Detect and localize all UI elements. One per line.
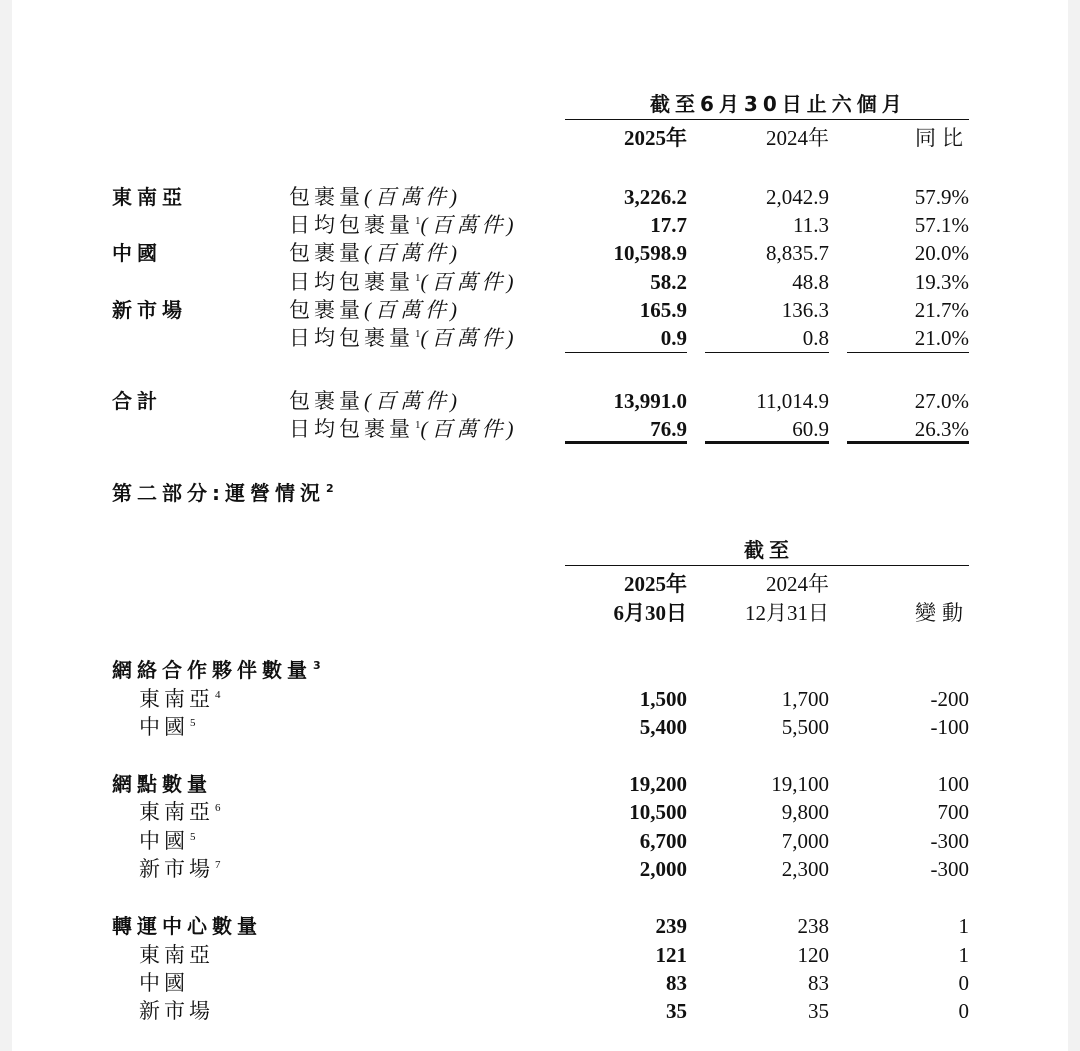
total-rule-yoy: [847, 441, 969, 444]
item-value-2024: 120: [797, 943, 829, 967]
item-value-2025: 10,500: [629, 800, 687, 824]
col-2025-header: 2025年: [624, 126, 687, 150]
total-value-2025: 13,991.0: [613, 389, 687, 413]
row-value-2025: 17.7: [650, 213, 687, 237]
group-total-2024: 238: [797, 914, 829, 938]
item-value-2025: 1,500: [639, 687, 687, 711]
item-label-text: 中國: [139, 715, 189, 739]
item-value-2025: 83: [666, 971, 687, 995]
row-metric-label: [289, 325, 518, 351]
metric-name: 包裹量: [289, 241, 364, 265]
item-value-2024: 35: [808, 999, 829, 1023]
row-value-2025: 3,226.2: [624, 185, 687, 209]
item-value-change: 700: [937, 800, 969, 824]
item-label-text: 中國: [139, 829, 189, 853]
group-title: [112, 657, 321, 683]
row-value-2025: 10,598.9: [613, 241, 687, 265]
item-label-text: 中國: [139, 971, 189, 995]
item-label: [139, 828, 196, 854]
row-region-label: 中國: [112, 241, 162, 265]
item-label-text: 東南亞: [139, 687, 214, 711]
footnote-marker: 5: [190, 717, 196, 729]
footnote-marker: 1: [415, 419, 421, 431]
footnote-marker: 1: [415, 272, 421, 284]
row-value-2024: 0.8: [802, 326, 829, 350]
footnote-marker: 1: [415, 328, 421, 340]
row-value-yoy: 20.0%: [914, 241, 969, 265]
item-label: [139, 856, 221, 882]
group-title: [112, 913, 262, 939]
item-label-text: 東南亞: [139, 800, 214, 824]
group-total-change: 100: [937, 772, 969, 796]
item-value-2024: 9,800: [781, 800, 829, 824]
total-value-2025: 76.9: [650, 417, 687, 441]
item-value-2024: 7,000: [781, 829, 829, 853]
row-value-2024: 11.3: [793, 213, 829, 237]
row-metric-label: [289, 297, 461, 323]
metric-name: 日均包裹量: [289, 326, 414, 350]
item-value-2024: 1,700: [781, 687, 829, 711]
total-rule-2025: [565, 441, 687, 444]
item-value-2025: 5,400: [639, 715, 687, 739]
item-value-change: -100: [930, 715, 969, 739]
total-metric-label: [289, 416, 518, 442]
total-value-2024: 60.9: [792, 417, 829, 441]
item-value-2024: 83: [808, 971, 829, 995]
item-label-text: 東南亞: [139, 943, 214, 967]
row-value-2024: 136.3: [781, 298, 829, 322]
item-value-2025: 121: [655, 943, 687, 967]
group-title-text: 網絡合作夥伴數量: [112, 658, 312, 682]
section-title-footnote: 2: [326, 482, 334, 495]
subtotal-rule-2025: [565, 352, 687, 353]
subtotal-rule-2024: [705, 352, 829, 353]
total-value-yoy: 26.3%: [914, 417, 969, 441]
row-metric-label: [289, 212, 518, 238]
item-value-change: 1: [958, 943, 969, 967]
col-yoy-header: 同比: [915, 126, 969, 150]
metric-unit: (百萬件): [420, 417, 518, 441]
col-2024-header: 2024年: [766, 126, 829, 150]
total-value-yoy: 27.0%: [914, 389, 969, 413]
footnote-marker: 7: [215, 859, 221, 871]
footnote-marker: 6: [215, 802, 221, 814]
footnote-marker: 4: [215, 689, 221, 701]
row-metric-label: [289, 184, 461, 210]
row-value-2025: 0.9: [660, 326, 687, 350]
item-value-2025: 35: [666, 999, 687, 1023]
row-value-2024: 48.8: [792, 270, 829, 294]
group-title: [112, 771, 212, 797]
item-label: [139, 799, 221, 825]
metric-name: 包裹量: [289, 185, 364, 209]
row-value-yoy: 21.0%: [914, 326, 969, 350]
item-value-2024: 2,300: [781, 857, 829, 881]
item-value-change: 0: [958, 971, 969, 995]
item-label: [139, 714, 196, 740]
as-of-header: 截至: [744, 538, 794, 562]
footnote-marker: 3: [313, 659, 321, 672]
col-2025-year: 2025年: [624, 572, 687, 596]
col-change-header: 變動: [915, 601, 969, 625]
item-value-change: 0: [958, 999, 969, 1023]
item-label: [139, 998, 214, 1024]
metric-unit: (百萬件): [364, 185, 461, 209]
metric-name: 日均包裹量: [289, 417, 414, 441]
item-value-change: -300: [930, 829, 969, 853]
item-value-2025: 2,000: [639, 857, 687, 881]
item-value-2024: 5,500: [781, 715, 829, 739]
item-label: [139, 942, 214, 968]
period-header: 截至6月30日止六個月: [650, 92, 907, 116]
metric-name: 日均包裹量: [289, 270, 414, 294]
footnote-marker: 5: [190, 831, 196, 843]
row-region-label: 新市場: [112, 298, 187, 322]
section-title-text: 第二部分:運營情況: [112, 481, 325, 505]
item-label-text: 新市場: [139, 857, 214, 881]
total-value-2024: 11,014.9: [756, 389, 829, 413]
section-title: [112, 480, 334, 506]
row-value-2025: 58.2: [650, 270, 687, 294]
group-title-text: 網點數量: [112, 772, 212, 796]
row-value-yoy: 19.3%: [914, 270, 969, 294]
row-value-yoy: 57.1%: [914, 213, 969, 237]
metric-name: 包裹量: [289, 298, 364, 322]
as-of-rule: [565, 565, 969, 566]
row-metric-label: [289, 240, 461, 266]
item-label: [139, 686, 221, 712]
item-label-text: 新市場: [139, 999, 214, 1023]
total-metric-label: [289, 388, 461, 414]
col-2024-date: 12月31日: [745, 601, 829, 625]
metric-unit: (百萬件): [420, 326, 518, 350]
header-rule: [565, 119, 969, 120]
group-total-2025: 239: [655, 914, 687, 938]
row-value-yoy: 57.9%: [914, 185, 969, 209]
metric-unit: (百萬件): [420, 213, 518, 237]
total-region-label: 合計: [112, 389, 162, 413]
metric-unit: (百萬件): [364, 241, 461, 265]
metric-unit: (百萬件): [364, 298, 461, 322]
group-total-2024: 19,100: [771, 772, 829, 796]
row-value-2025: 165.9: [639, 298, 687, 322]
footnote-marker: 1: [415, 215, 421, 227]
total-rule-2024: [705, 441, 829, 444]
group-total-2025: 19,200: [629, 772, 687, 796]
metric-unit: (百萬件): [364, 389, 461, 413]
row-region-label: 東南亞: [112, 185, 187, 209]
metric-name: 包裹量: [289, 389, 364, 413]
col-2025-date: 6月30日: [613, 601, 687, 625]
item-value-change: -300: [930, 857, 969, 881]
item-value-change: -200: [930, 687, 969, 711]
group-title-text: 轉運中心數量: [112, 914, 262, 938]
metric-name: 日均包裹量: [289, 213, 414, 237]
row-value-2024: 8,835.7: [766, 241, 829, 265]
item-label: [139, 970, 189, 996]
subtotal-rule-yoy: [847, 352, 969, 353]
metric-unit: (百萬件): [420, 270, 518, 294]
group-total-change: 1: [958, 914, 969, 938]
document-page: [12, 0, 1068, 1051]
row-metric-label: [289, 269, 518, 295]
row-value-yoy: 21.7%: [914, 298, 969, 322]
item-value-2025: 6,700: [639, 829, 687, 853]
col-2024-year: 2024年: [766, 572, 829, 596]
row-value-2024: 2,042.9: [766, 185, 829, 209]
